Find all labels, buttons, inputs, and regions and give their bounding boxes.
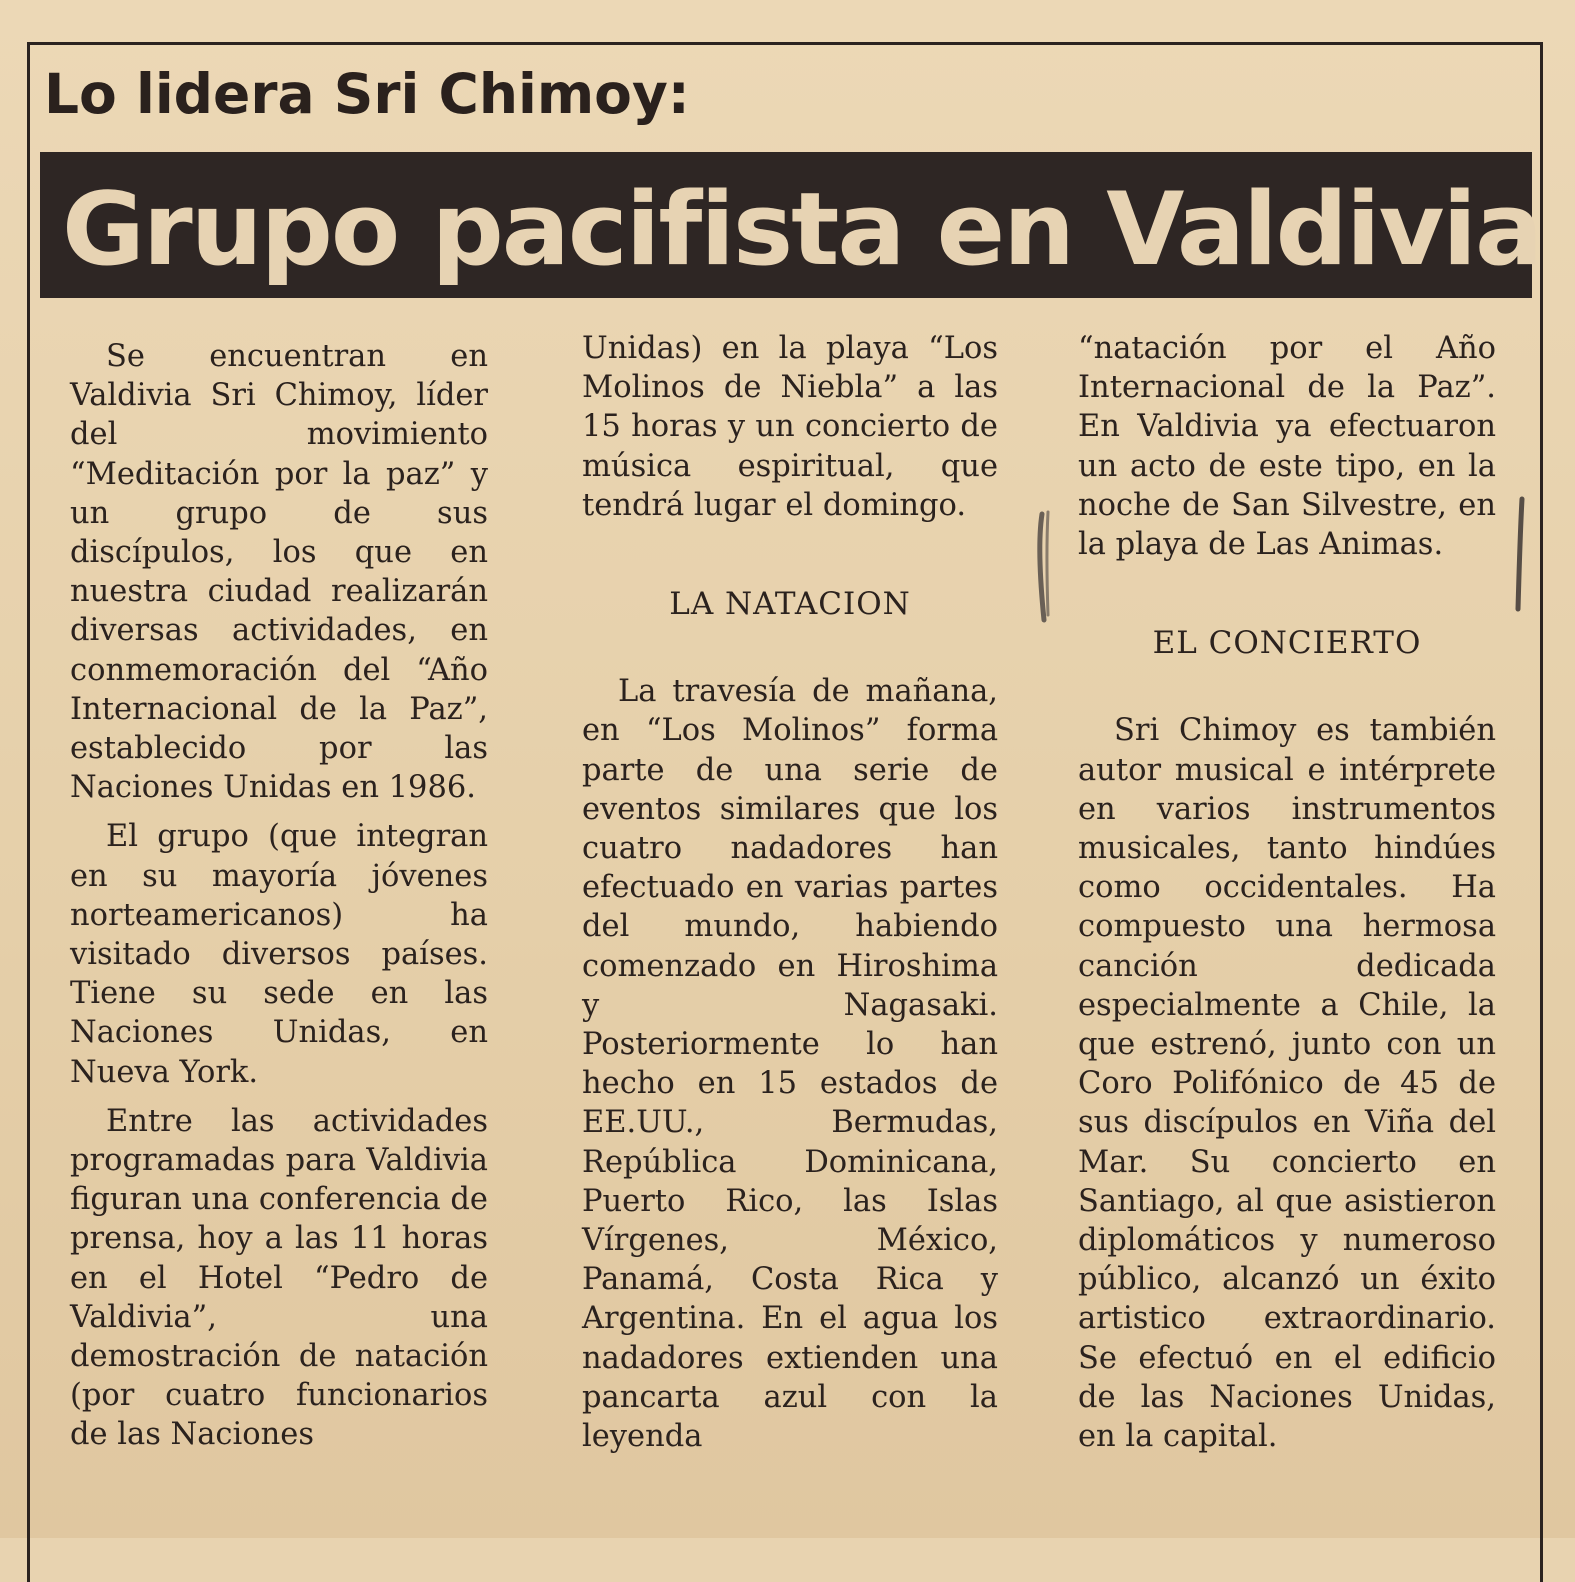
paragraph: Se encuentran en Valdivia Sri Chimoy, líder del movimiento “Meditación por la paz” y un grupo de sus discípulos, los que en nuestra ciudad realizarán diversas actividades, en conmemoración del “Año Internacional de la Paz”, establecido por las Naciones Unidas en 1986. — [70, 339, 488, 806]
article-column-1 — [70, 337, 488, 1465]
kicker-heading: Lo lidera Sri Chimoy: — [44, 62, 690, 126]
paragraph: El grupo (que integran en su mayoría jóvenes norteamericanos) ha visitado diversos países. Tiene su sede en las Naciones Unidas, en Nueva York. — [70, 819, 488, 1090]
paragraph: “natación por el Año Internacional de la Paz”. En Valdivia ya efectuaron un acto de este tipo, en la noche de San Silvestre, en la playa de Las Animas. — [1078, 331, 1496, 563]
paragraph: Entre las actividades programadas para Valdivia figuran una conferencia de prensa, hoy a las 11 horas en el Hotel “Pedro de Valdivia”, una demostración de natación (por cuatro funcionarios de las Naciones — [70, 1103, 488, 1453]
article-column-3 — [1078, 329, 1496, 1466]
paragraph: Sri Chimoy es también autor musical e intérprete en varios instrumentos musicales, tanto hindúes como occidentales. Ha compuesto una hermosa canción dedicada especialmente a Chile, la que estrenó, junto con un Coro Polifónico de 45 de sus discípulos en Viña del Mar. Su concierto en Santiago, al que asistieron diplomáticos y numeroso público, alcanzó un éxito artistico extraordinario. Se efectuó en el edificio de las Naciones Unidas, en la capital. — [1078, 713, 1496, 1455]
pencil-mark-left — [1030, 510, 1054, 625]
headline: Grupo pacifista en Valdivia — [62, 170, 1542, 288]
section-subhead-concierto: EL CONCIERTO — [1152, 625, 1422, 662]
article-column-2 — [582, 329, 998, 1466]
pencil-mark-right — [1508, 495, 1532, 613]
section-subhead-natacion: LA NATACION — [669, 586, 911, 623]
paragraph: Unidas) en la playa “Los Molinos de Niebla” a las 15 horas y un concierto de música espiritual, que tendrá lugar el domingo. — [582, 331, 998, 523]
paragraph: La travesía de mañana, en “Los Molinos” forma parte de una serie de eventos similares que los cuatro nadadores han efectuado en varias partes del mundo, habiendo comenzado en Hiroshima y Nagasaki. Posteriormente lo han hecho en 15 estados de EE.UU., Bermudas, República Dominicana, Puerto Rico, las Islas Vírgenes, México, Panamá, Costa Rica y Argentina. En el agua los nadadores extienden una pancarta azul con la leyenda — [582, 674, 998, 1455]
